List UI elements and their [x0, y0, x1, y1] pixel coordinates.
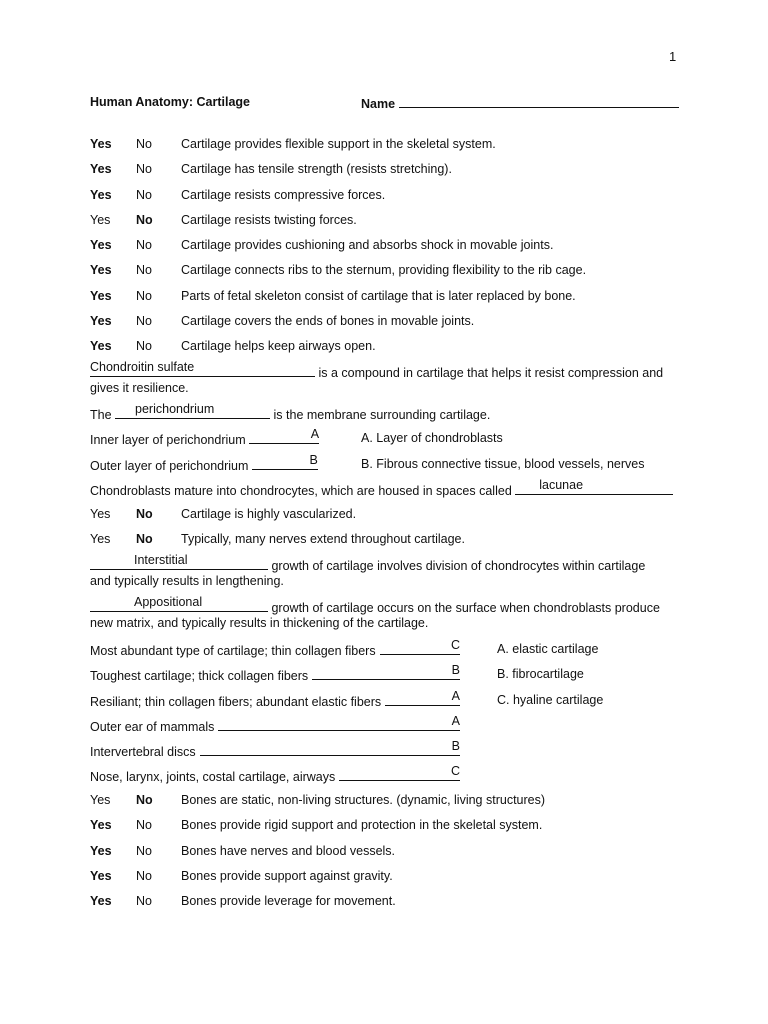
matching-blank[interactable] [200, 741, 460, 756]
statement-text: Bones provide support against gravity. [181, 869, 393, 883]
yes-no-item [0, 135, 768, 153]
no-option[interactable]: No [136, 869, 152, 883]
yes-option[interactable]: Yes [90, 869, 112, 883]
page-number: 1 [669, 49, 677, 64]
matching-answer: B [451, 663, 460, 677]
yes-option[interactable]: Yes [90, 162, 112, 176]
appositional-text-line2: new matrix, and typically results in thickening of the cartilage. [90, 616, 429, 630]
statement-text: Parts of fetal skeleton consist of cartilage that is later replaced by bone. [181, 289, 576, 303]
lacunae-text: Chondroblasts mature into chondrocytes, which are housed in spaces called [90, 484, 512, 498]
matching-answer: C [450, 638, 460, 652]
chondroitin-blank[interactable] [90, 362, 315, 377]
matching-label: Nose, larynx, joints, costal cartilage, airways [90, 770, 336, 784]
yes-option[interactable]: Yes [90, 188, 112, 202]
matching-option: A. elastic cartilage [497, 642, 599, 656]
yes-option[interactable]: Yes [90, 238, 112, 252]
no-option[interactable]: No [136, 793, 153, 807]
yes-option[interactable]: Yes [90, 339, 112, 353]
statement-text: Cartilage provides flexible support in the skeletal system. [181, 137, 496, 151]
matching-label: Outer ear of mammals [90, 720, 215, 734]
chondroitin-text-line2: gives it resilience. [90, 381, 189, 395]
name-field [361, 93, 679, 113]
appositional-text-line1: growth of cartilage occurs on the surface when chondroblasts produce [271, 601, 660, 615]
no-option[interactable]: No [136, 894, 152, 908]
perichondrium-suffix: is the membrane surrounding cartilage. [273, 408, 491, 422]
outer-layer-answer: B [309, 453, 318, 467]
matching-option: B. fibrocartilage [497, 667, 584, 681]
matching-answer: B [451, 739, 460, 753]
matching-blank[interactable] [339, 766, 460, 781]
statement-text: Cartilage covers the ends of bones in movable joints. [181, 314, 475, 328]
no-option[interactable]: No [136, 188, 152, 202]
matching-blank[interactable] [385, 691, 460, 706]
matching-item [90, 741, 460, 761]
matching-option: C. hyaline cartilage [497, 693, 604, 707]
no-option[interactable]: No [136, 507, 153, 521]
no-option[interactable]: No [136, 213, 153, 227]
inner-layer-option: A. Layer of chondroblasts [361, 431, 503, 445]
outer-layer-option: B. Fibrous connective tissue, blood vessels, nerves [361, 457, 645, 471]
statement-text: Cartilage resists twisting forces. [181, 213, 357, 227]
no-option[interactable]: No [136, 339, 152, 353]
yes-no-item [0, 867, 768, 885]
yes-no-item [0, 261, 768, 279]
perichondrium-answer: perichondrium [135, 402, 215, 416]
statement-text: Cartilage provides cushioning and absorbs shock in movable joints. [181, 238, 554, 252]
inner-layer-answer: A [310, 427, 320, 441]
statement-text: Cartilage resists compressive forces. [181, 188, 386, 202]
yes-no-item [0, 530, 768, 548]
yes-option[interactable]: Yes [90, 314, 112, 328]
yes-option[interactable]: Yes [90, 844, 112, 858]
interstitial-text-line1: growth of cartilage involves division of chondrocytes within cartilage [271, 559, 646, 573]
matching-item [90, 766, 460, 786]
no-option[interactable]: No [136, 263, 152, 277]
name-blank[interactable] [399, 93, 679, 108]
matching-item [90, 640, 460, 660]
yes-option[interactable]: Yes [90, 532, 111, 546]
yes-option[interactable]: Yes [90, 818, 112, 832]
yes-no-item [0, 160, 768, 178]
matching-item [90, 665, 460, 685]
matching-label: Toughest cartilage; thick collagen fibers [90, 669, 309, 683]
matching-label: Most abundant type of cartilage; thin collagen fibers [90, 644, 376, 658]
statement-text: Cartilage is highly vascularized. [181, 507, 357, 521]
lacunae-question [90, 480, 673, 500]
outer-layer-label: Outer layer of perichondrium [90, 459, 249, 473]
lacunae-answer: lacunae [539, 478, 584, 492]
perichondrium-blank[interactable] [115, 404, 270, 419]
name-label: Name [361, 97, 396, 111]
statement-text: Bones have nerves and blood vessels. [181, 844, 396, 858]
yes-option[interactable]: Yes [90, 507, 111, 521]
yes-no-item [0, 892, 768, 910]
yes-option[interactable]: Yes [90, 289, 112, 303]
no-option[interactable]: No [136, 844, 152, 858]
appositional-blank[interactable] [90, 597, 268, 612]
perichondrium-prefix: The [90, 408, 112, 422]
matching-blank[interactable] [312, 665, 460, 680]
interstitial-text-line2: and typically results in lengthening. [90, 574, 284, 588]
matching-blank[interactable] [380, 640, 460, 655]
no-option[interactable]: No [136, 137, 152, 151]
yes-no-item [0, 287, 768, 305]
matching-item [90, 716, 460, 736]
outer-layer-blank[interactable] [252, 455, 318, 470]
no-option[interactable]: No [136, 238, 152, 252]
statement-text: Bones are static, non-living structures. (dynamic, living structures) [181, 793, 546, 807]
no-option[interactable]: No [136, 162, 152, 176]
yes-no-item [0, 211, 768, 229]
statement-text: Typically, many nerves extend throughout cartilage. [181, 532, 465, 546]
chondroitin-answer: Chondroitin sulfate [90, 360, 195, 374]
matching-answer: C [450, 764, 460, 778]
yes-option[interactable]: Yes [90, 213, 111, 227]
no-option[interactable]: No [136, 532, 153, 546]
appositional-answer: Appositional [134, 595, 203, 609]
worksheet-title: Human Anatomy: Cartilage [90, 95, 250, 109]
yes-no-item [0, 236, 768, 254]
matching-answer: A [451, 689, 460, 703]
inner-layer-label: Inner layer of perichondrium [90, 433, 246, 447]
yes-option[interactable]: Yes [90, 793, 111, 807]
lacunae-blank[interactable] [515, 480, 673, 495]
matching-answer: A [451, 714, 460, 728]
yes-no-item [0, 791, 768, 809]
statement-text: Bones provide rigid support and protection in the skeletal system. [181, 818, 543, 832]
no-option[interactable]: No [136, 314, 152, 328]
matching-label: Resiliant; thin collagen fibers; abundant elastic fibers [90, 695, 382, 709]
yes-no-item [0, 816, 768, 834]
chondroitin-text-line1: is a compound in cartilage that helps it resist compression and [318, 366, 664, 380]
statement-text: Cartilage has tensile strength (resists stretching). [181, 162, 452, 176]
yes-option[interactable]: Yes [90, 137, 112, 151]
inner-layer-question [90, 429, 319, 449]
interstitial-answer: Interstitial [134, 553, 188, 567]
statement-text: Cartilage connects ribs to the sternum, providing flexibility to the rib cage. [181, 263, 587, 277]
yes-no-item [0, 186, 768, 204]
perichondrium-question [90, 404, 490, 424]
matching-blank[interactable] [218, 716, 460, 731]
matching-label: Intervertebral discs [90, 745, 196, 759]
no-option[interactable]: No [136, 289, 152, 303]
outer-layer-question [90, 455, 318, 475]
statement-text: Bones provide leverage for movement. [181, 894, 396, 908]
yes-no-item [0, 505, 768, 523]
yes-option[interactable]: Yes [90, 894, 112, 908]
yes-no-item [0, 842, 768, 860]
no-option[interactable]: No [136, 818, 152, 832]
yes-no-item [0, 312, 768, 330]
interstitial-blank[interactable] [90, 555, 268, 570]
yes-no-item [0, 337, 768, 355]
inner-layer-blank[interactable] [249, 429, 319, 444]
yes-option[interactable]: Yes [90, 263, 112, 277]
matching-item [90, 691, 460, 711]
statement-text: Cartilage helps keep airways open. [181, 339, 376, 353]
